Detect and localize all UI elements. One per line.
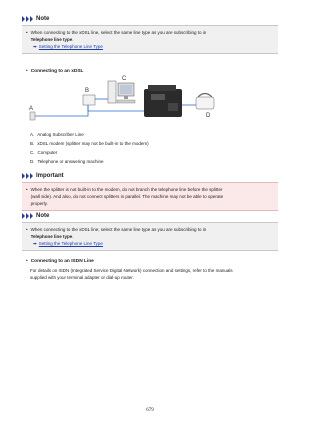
legend-key: C. xyxy=(30,150,35,155)
legend-item xyxy=(30,148,149,157)
legend-key: A. xyxy=(30,132,35,137)
bullet-icon: • xyxy=(26,30,28,35)
bullet-icon: • xyxy=(26,187,28,192)
note-item xyxy=(26,29,274,43)
legend-text: Computer xyxy=(37,150,58,155)
telephone-handset xyxy=(198,94,212,98)
arrow-right-icon: ➡ xyxy=(33,241,37,246)
arrow-right-icon: ➡ xyxy=(33,44,37,49)
bullet-icon: • xyxy=(26,69,28,74)
modem-icon xyxy=(83,95,95,105)
note-body xyxy=(22,222,278,251)
heading-label: Connecting to an ISDN Line xyxy=(30,259,94,264)
legend-item xyxy=(30,130,149,139)
note-item xyxy=(26,226,274,240)
computer-tower-icon xyxy=(108,81,116,103)
legend-text: xDSL modem (splitter may not be built-in to the modem) xyxy=(37,141,149,146)
note-header xyxy=(22,212,278,220)
bullet-icon: • xyxy=(26,259,28,264)
note-bold-term: Telephone line type xyxy=(30,37,73,42)
chevrons-icon xyxy=(22,16,33,22)
legend-item xyxy=(30,157,149,166)
diagram-legend xyxy=(30,130,149,166)
wall-jack-icon xyxy=(30,112,35,120)
legend-text: Telephone or answering machine xyxy=(37,159,104,164)
legend-key: D. xyxy=(30,159,35,164)
important-title: Important xyxy=(36,173,64,179)
paragraph-text: supplied with your terminal adapter or dial-up router. xyxy=(30,275,134,280)
note-text: When connecting to the xDSL line, select the same line type as you are subscribing to in xyxy=(30,227,207,232)
printer-tray xyxy=(168,103,178,111)
monitor-screen xyxy=(120,85,132,94)
important-text: (wall side). And also, do not connect splitters in parallel. The machine may not be able to operate xyxy=(30,194,224,199)
note-text: When connecting to the xDSL line, select the same line type as you are subscribing to in xyxy=(30,30,207,35)
important-text: properly. xyxy=(30,201,48,206)
note-text-tail: . xyxy=(72,234,74,239)
note-title: Note xyxy=(36,16,50,22)
section-heading-isdn xyxy=(26,259,94,264)
note-bold-term: Telephone line type xyxy=(30,234,73,239)
important-text: When the splitter is not built-in to the modem, do not branch the telephone line before the splitter xyxy=(30,187,223,192)
paragraph-text: For details on ISDN (Integrated Service Digital Network) connection and settings, refer to the manuals xyxy=(30,268,233,273)
line-to-printer xyxy=(88,105,146,111)
note-body xyxy=(22,25,278,54)
telephone-icon xyxy=(196,97,214,109)
legend-item xyxy=(30,139,149,148)
important-body xyxy=(22,182,278,211)
label-a: A xyxy=(29,106,34,112)
link-label: Setting the Telephone Line Type xyxy=(38,44,103,49)
section-heading-xdsl xyxy=(26,69,83,74)
chevrons-icon xyxy=(22,213,33,219)
printer-panel xyxy=(151,94,165,100)
line-a xyxy=(35,105,88,116)
note-box xyxy=(22,212,278,251)
telephone-line-type-link[interactable] xyxy=(26,43,274,50)
keyboard-icon xyxy=(117,100,135,103)
important-header xyxy=(22,172,278,180)
page-number: 679 xyxy=(146,408,154,413)
label-d: D xyxy=(206,113,211,119)
label-c: C xyxy=(122,76,127,82)
isdn-paragraph xyxy=(30,267,278,281)
note-header xyxy=(22,15,278,23)
note-box xyxy=(22,15,278,54)
important-item xyxy=(26,186,274,207)
bullet-icon: • xyxy=(26,227,28,232)
xdsl-connection-diagram xyxy=(28,75,228,128)
monitor-stand xyxy=(124,96,128,99)
chevrons-icon xyxy=(22,173,33,179)
link-label: Setting the Telephone Line Type xyxy=(38,241,103,246)
note-text-tail: . xyxy=(72,37,74,42)
legend-text: Analog Subscriber Line xyxy=(37,132,84,137)
printer-scanner-lid xyxy=(148,85,176,91)
heading-label: Connecting to an xDSL xyxy=(30,69,84,74)
note-title: Note xyxy=(36,213,50,219)
label-b: B xyxy=(85,88,90,94)
legend-key: B. xyxy=(30,141,35,146)
telephone-line-type-link[interactable] xyxy=(26,240,274,247)
important-box xyxy=(22,172,278,211)
